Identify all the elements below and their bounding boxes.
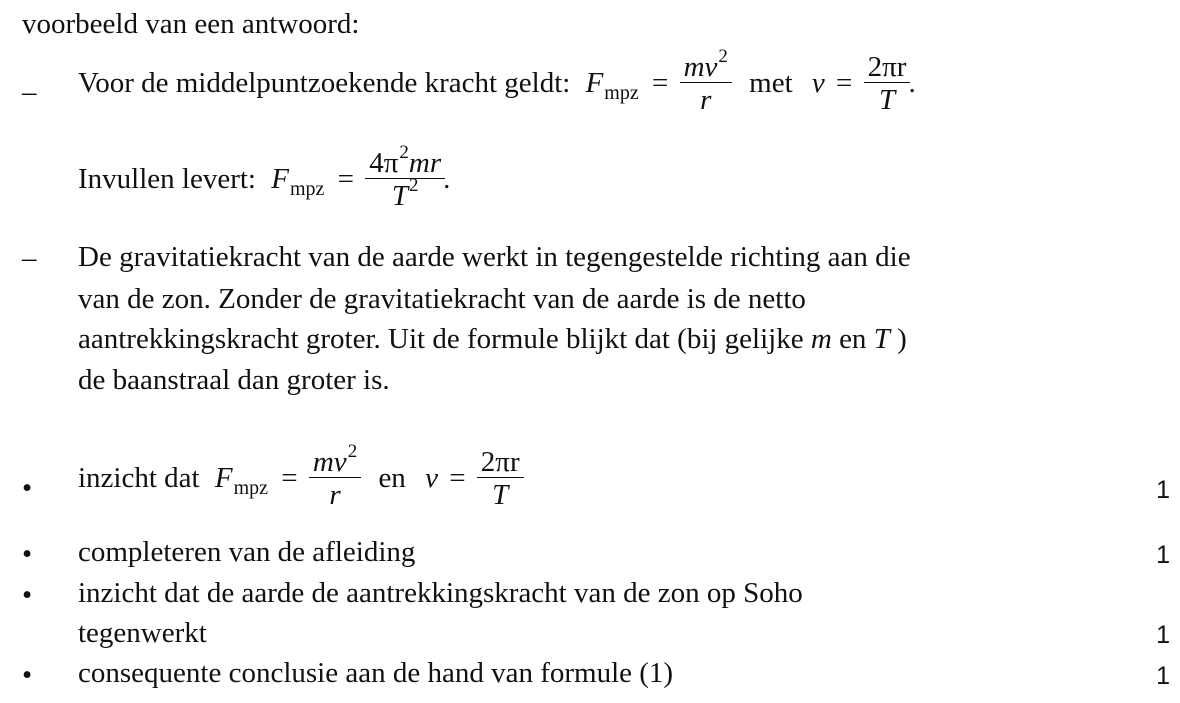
formula-period-2: .	[443, 163, 451, 196]
scoring-1-text: inzicht dat	[78, 462, 200, 495]
bullet-2: •	[22, 538, 33, 570]
answer-2-line-3: aantrekkingskracht groter. Uit de formule blijkt dat (bij gelijke m en T )	[78, 323, 907, 355]
formula-fraction-mv2-r: $\frac{mv^2}{r}$	[680, 52, 732, 116]
formula-period: .	[908, 67, 916, 100]
answer-2-line-2: van de zon. Zonder de gravitatiekracht van de aarde is de netto	[78, 283, 806, 315]
formula-fraction-mv2-r-2: $\frac{mv^2}{r}$	[309, 447, 361, 511]
answer-dash-1: –	[22, 76, 37, 108]
answer-line-1b	[78, 142, 451, 213]
answer-2-line-4: de baanstraal dan groter is.	[78, 364, 390, 396]
bullet-4: •	[22, 659, 33, 691]
answer-1-text: Voor de middelpuntzoekende kracht geldt:	[78, 67, 571, 100]
formula-v: v	[811, 67, 825, 100]
scoring-line-1	[78, 441, 528, 512]
formula-equals-2: =	[337, 163, 354, 196]
formula-F-2: $F_{mpz}$	[271, 163, 325, 201]
answer-1b-text: Invullen levert:	[78, 163, 256, 196]
answer-line-1	[78, 46, 916, 117]
formula-v-equals: =	[836, 67, 853, 100]
score-4: 1	[1156, 662, 1170, 690]
word-met: met	[749, 67, 793, 100]
score-1: 1	[1156, 476, 1170, 504]
scoring-3-line-2: tegenwerkt	[78, 617, 207, 649]
formula-F: $F_{mpz}$	[585, 67, 639, 105]
score-2: 1	[1156, 541, 1170, 569]
formula-fraction-2pir-T-2: $\frac{2\pi r}{T}$	[477, 447, 524, 511]
scoring-2-text: completeren van de afleiding	[78, 536, 416, 568]
formula-equals: =	[651, 67, 669, 100]
score-3: 1	[1156, 621, 1170, 649]
heading: voorbeeld van een antwoord:	[22, 8, 360, 40]
scoring-3-line-1: inzicht dat de aarde de aantrekkingskracht van de zon op Soho	[78, 577, 803, 609]
answer-dash-2: –	[22, 242, 37, 274]
formula-equals-3: =	[281, 462, 298, 495]
formula-v-equals-2: =	[449, 462, 466, 495]
word-en: en	[378, 462, 406, 495]
bullet-3: •	[22, 579, 33, 611]
answer-2-line-1: De gravitatiekracht van de aarde werkt in tegengestelde richting aan die	[78, 241, 911, 273]
formula-F-3: $F_{mpz}$	[214, 462, 268, 500]
formula-fraction-4pi2mr-T2: $\frac{4\pi^2mr}{T^2}$	[365, 148, 445, 212]
formula-v-2: v	[425, 462, 438, 495]
bullet-1: •	[22, 472, 33, 504]
scoring-4-text: consequente conclusie aan de hand van formule (1)	[78, 657, 674, 689]
formula-fraction-2pir-T: $\frac{2\pi r}{T}$	[864, 52, 911, 116]
